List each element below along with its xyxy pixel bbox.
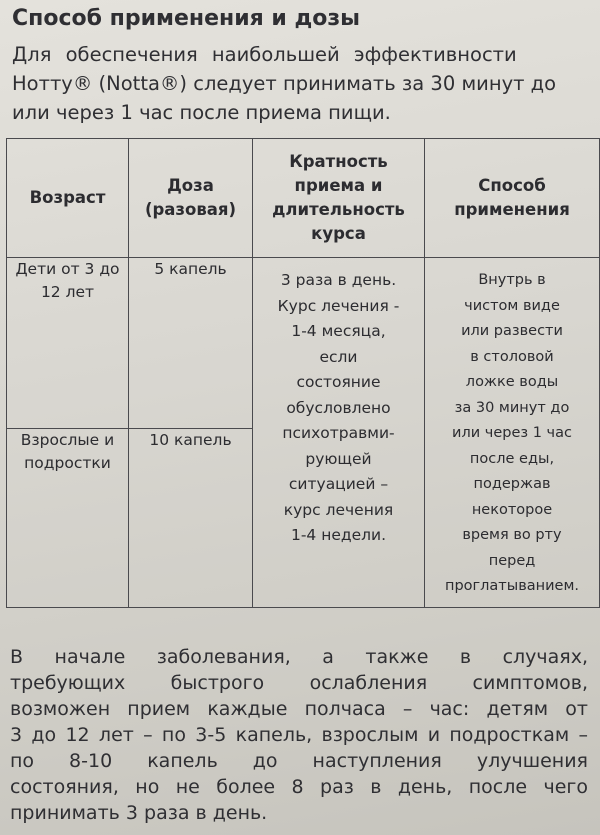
table-header-row	[7, 139, 600, 258]
cell-frequency	[253, 258, 425, 608]
method-line: Внутрь в	[478, 272, 546, 288]
cell-method	[425, 258, 600, 608]
cell-dose-children: 5 капель	[129, 258, 253, 429]
header-dose: Доза (разовая)	[129, 139, 253, 258]
note-line: возможен прием каждые полчаса – час: детям от	[10, 698, 588, 720]
note-line: принимать 3 раза в день.	[10, 802, 268, 824]
intro-line: Для обеспечения наибольшей эффективности	[12, 43, 517, 66]
method-line: или через 1 час	[452, 425, 572, 441]
intro-line: или через 1 час после приема пищи.	[12, 101, 391, 124]
frequency-line: ситуацией –	[288, 475, 389, 493]
frequency-line: психотравми-	[282, 424, 395, 442]
header-method: Способ применения	[425, 139, 600, 258]
cell-age-children: Дети от 3 до 12 лет	[7, 258, 129, 429]
frequency-line: если	[319, 347, 358, 366]
method-line: ложке воды	[465, 374, 559, 390]
method-line: чистом виде	[464, 297, 560, 314]
frequency-line: состояние	[296, 373, 381, 391]
method-line: проглатыванием.	[444, 578, 580, 594]
method-line: после еды,	[469, 450, 555, 467]
note-line: 3 до 12 лет – по 3-5 капель, взрослым и подросткам –	[10, 724, 588, 746]
header-age: Возраст	[7, 139, 129, 258]
frequency-line: 3 раза в день.	[280, 271, 397, 289]
note-paragraph	[10, 644, 588, 826]
intro-paragraph	[12, 40, 600, 127]
frequency-line: 1-4 недели.	[290, 526, 387, 544]
frequency-line: 1-4 месяца,	[291, 322, 386, 340]
frequency-line: Курс лечения -	[277, 296, 400, 315]
method-line: время во рту	[462, 527, 562, 543]
method-line: подержав	[473, 476, 551, 492]
method-line: некоторое	[471, 501, 553, 518]
method-line: за 30 минут до	[454, 399, 570, 416]
frequency-line: рующей	[305, 449, 372, 468]
table-row	[7, 258, 600, 429]
method-line: или развести	[461, 323, 563, 339]
dosage-table	[6, 138, 600, 608]
frequency-line: обусловлено	[286, 398, 391, 417]
note-line: по 8-10 капель до наступления улучшения	[10, 750, 588, 772]
note-line: В начале заболевания, а также в случаях,	[10, 646, 588, 668]
cell-dose-adults: 10 капель	[129, 429, 253, 608]
method-line: в столовой	[470, 348, 554, 365]
note-line: состояния, но не более 8 раз в день, после чего	[10, 776, 588, 798]
note-line: требующих быстрого ослабления симптомов,	[10, 672, 588, 694]
method-line: перед	[488, 552, 536, 569]
frequency-line: курс лечения	[283, 500, 394, 519]
header-frequency: Кратность приема и длительность курса	[253, 139, 425, 258]
intro-line: Нотту® (Notta®) следует принимать за 30 минут до	[12, 72, 557, 95]
cell-age-adults: Взрослые и подростки	[7, 429, 129, 608]
section-heading: Способ применения и дозы	[12, 6, 361, 31]
